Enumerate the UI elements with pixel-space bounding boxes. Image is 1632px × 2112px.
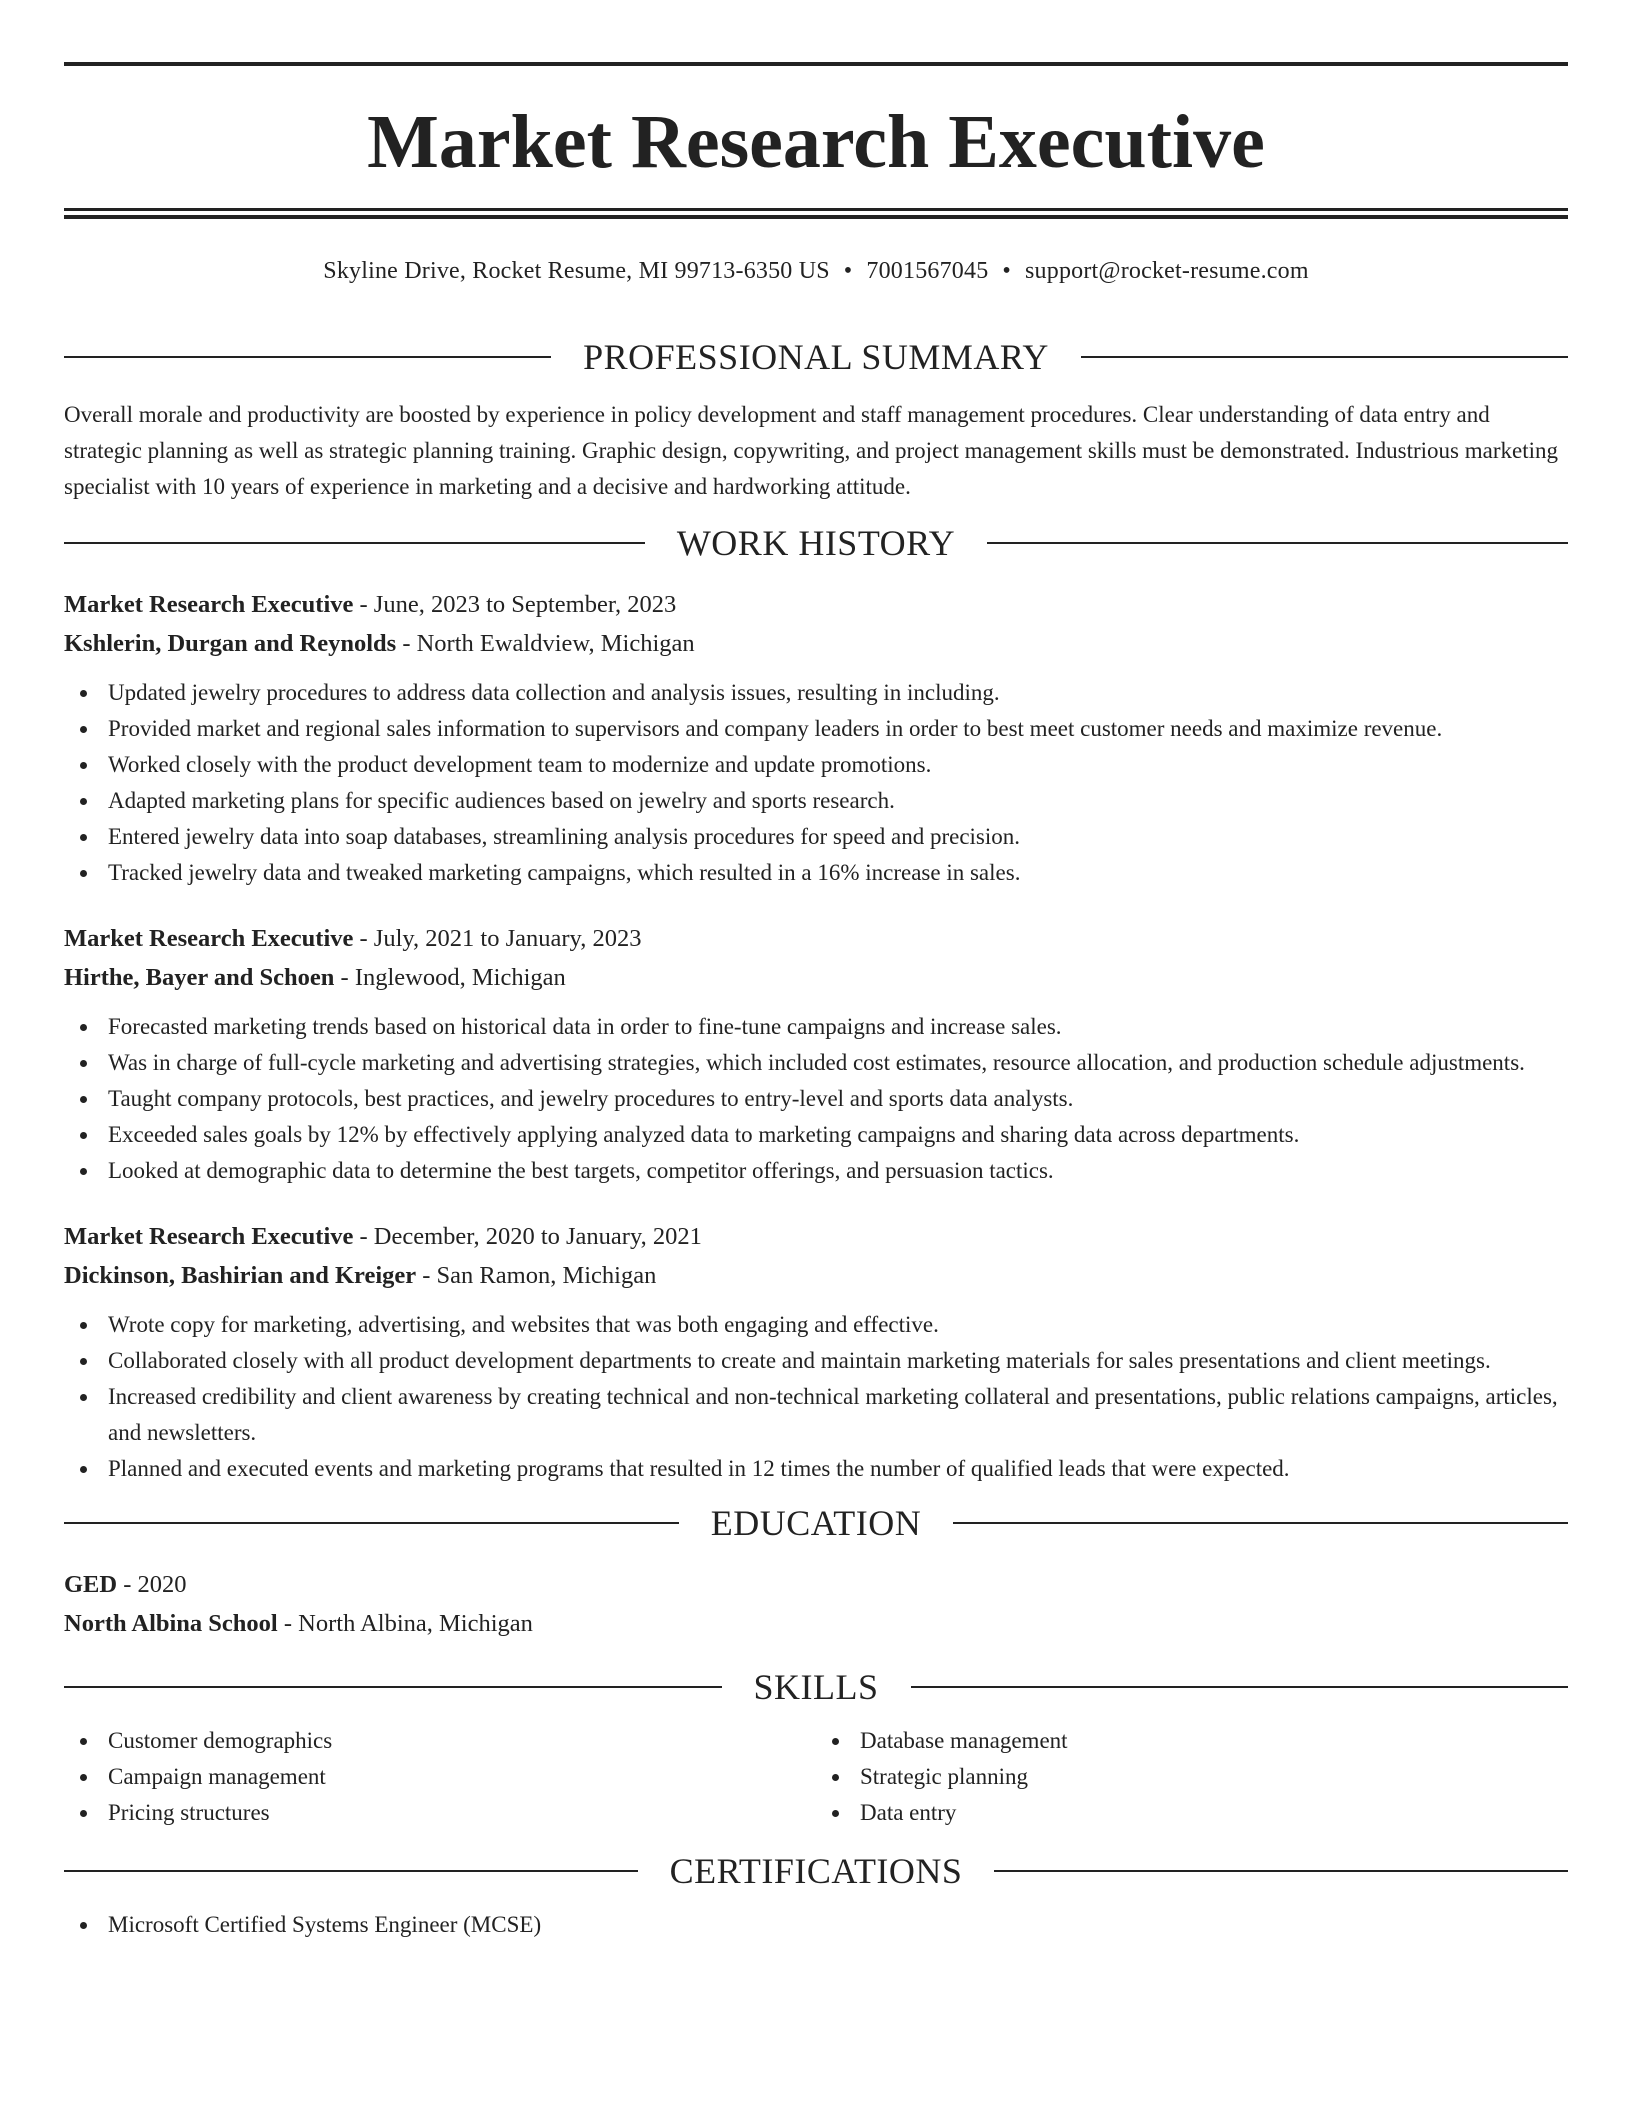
heading-rule-left xyxy=(64,1522,679,1524)
job-bullets xyxy=(64,1009,1568,1189)
skills-list xyxy=(64,1723,816,1831)
job-company: Hirthe, Bayer and Schoen xyxy=(64,964,335,991)
heading-rule-left xyxy=(64,1870,638,1872)
top-rule xyxy=(64,62,1568,66)
summary-text: Overall morale and productivity are boosted by experience in policy development and staff management procedures. Clear understanding of data entry and strategic planning as well as strategic planning training. Graphic design, copywriting, and project management skills must be demonstrated. Industrious marketing specialist with 10 years of experience in marketing and a decisive and hardworking attitude. xyxy=(64,402,1559,499)
skill-item: Campaign management xyxy=(64,1759,816,1795)
job-location: - North Ewaldview, Michigan xyxy=(396,630,695,657)
certifications-list xyxy=(64,1907,1568,1943)
job-bullets xyxy=(64,1307,1568,1487)
skills-grid xyxy=(64,1723,1568,1831)
skills-column-right xyxy=(816,1723,1568,1831)
job-bullet: Provided market and regional sales information to supervisors and company leaders in order to best meet customer needs and maximize revenue. xyxy=(64,711,1568,747)
heading-rule-right xyxy=(953,1522,1568,1524)
skills-list xyxy=(816,1723,1568,1831)
job-entry xyxy=(64,1217,1568,1487)
education-heading xyxy=(64,1505,1568,1541)
job-bullet: Adapted marketing plans for specific audiences based on jewelry and sports research. xyxy=(64,783,1568,819)
work-history-heading-label: WORK HISTORY xyxy=(676,523,956,563)
education-school: North Albina School xyxy=(64,1610,278,1637)
title-double-rule xyxy=(64,208,1568,219)
job-bullet: Tracked jewelry data and tweaked marketing campaigns, which resulted in a 16% increase in sales. xyxy=(64,855,1568,891)
heading-rule-left xyxy=(64,1686,722,1688)
heading-rule-left xyxy=(64,356,551,358)
job-entry xyxy=(64,585,1568,891)
job-bullet: Worked closely with the product development team to modernize and update promotions. xyxy=(64,747,1568,783)
job-location: - San Ramon, Michigan xyxy=(416,1262,657,1289)
job-dates: - July, 2021 to January, 2023 xyxy=(353,925,642,952)
education-entry xyxy=(64,1565,1568,1643)
heading-rule-right xyxy=(1081,356,1568,358)
contact-separator: • xyxy=(843,258,853,284)
skill-item: Database management xyxy=(816,1723,1568,1759)
contact-address: Skyline Drive, Rocket Resume, MI 99713-6350 US xyxy=(323,258,830,284)
skills-heading xyxy=(64,1669,1568,1705)
job-company-line xyxy=(64,624,1568,663)
summary-heading-label: PROFESSIONAL SUMMARY xyxy=(583,337,1049,377)
job-bullet: Updated jewelry procedures to address data collection and analysis issues, resulting in including. xyxy=(64,675,1568,711)
job-bullet: Entered jewelry data into soap databases, streamlining analysis procedures for speed and precision. xyxy=(64,819,1568,855)
job-title-line xyxy=(64,919,1568,958)
education-year: - 2020 xyxy=(117,1571,187,1598)
job-location: - Inglewood, Michigan xyxy=(334,964,566,991)
skill-item: Data entry xyxy=(816,1795,1568,1831)
job-title: Market Research Executive xyxy=(64,1223,354,1250)
resume-title: Market Research Executive xyxy=(367,100,1265,184)
work-history-heading xyxy=(64,525,1568,561)
job-bullet: Wrote copy for marketing, advertising, and websites that was both engaging and effective. xyxy=(64,1307,1568,1343)
contact-separator: • xyxy=(1002,258,1012,284)
certifications-heading xyxy=(64,1853,1568,1889)
job-entry xyxy=(64,919,1568,1189)
job-company-line xyxy=(64,1256,1568,1295)
skill-item: Customer demographics xyxy=(64,1723,816,1759)
job-bullet: Forecasted marketing trends based on historical data in order to fine-tune campaigns and increase sales. xyxy=(64,1009,1568,1045)
education-heading-label: EDUCATION xyxy=(710,1503,922,1543)
job-bullet: Taught company protocols, best practices, and jewelry procedures to entry-level and sports data analysts. xyxy=(64,1081,1568,1117)
skill-item: Strategic planning xyxy=(816,1759,1568,1795)
contact-email[interactable]: support@rocket-resume.com xyxy=(1025,258,1309,284)
job-company-line xyxy=(64,958,1568,997)
education-location: - North Albina, Michigan xyxy=(277,1610,533,1637)
job-title: Market Research Executive xyxy=(64,591,354,618)
education-degree-line xyxy=(64,1565,1568,1604)
contact-line xyxy=(64,259,1568,289)
job-bullet: Increased credibility and client awareness by creating technical and non-technical marketing collateral and presentations, public relations campaigns, articles, and newsletters. xyxy=(64,1379,1568,1451)
contact-phone: 7001567045 xyxy=(866,258,989,284)
skills-column-left xyxy=(64,1723,816,1831)
heading-rule-right xyxy=(911,1686,1569,1688)
job-bullets xyxy=(64,675,1568,891)
job-title-line xyxy=(64,1217,1568,1256)
certification-item: Microsoft Certified Systems Engineer (MCSE) xyxy=(64,1907,1568,1943)
job-bullet: Looked at demographic data to determine the best targets, competitor offerings, and persuasion tactics. xyxy=(64,1153,1568,1189)
job-title: Market Research Executive xyxy=(64,925,354,952)
job-dates: - December, 2020 to January, 2021 xyxy=(353,1223,702,1250)
job-bullet: Was in charge of full-cycle marketing and advertising strategies, which included cost estimates, resource allocation, and production schedule adjustments. xyxy=(64,1045,1568,1081)
job-dates: - June, 2023 to September, 2023 xyxy=(353,591,677,618)
skills-heading-label: SKILLS xyxy=(753,1667,879,1707)
certifications-heading-label: CERTIFICATIONS xyxy=(669,1851,963,1891)
job-bullet: Exceeded sales goals by 12% by effectively applying analyzed data to marketing campaigns and sharing data across departments. xyxy=(64,1117,1568,1153)
job-title-line xyxy=(64,585,1568,624)
job-bullet: Planned and executed events and marketing programs that resulted in 12 times the number of qualified leads that were expected. xyxy=(64,1451,1568,1487)
job-company: Dickinson, Bashirian and Kreiger xyxy=(64,1262,417,1289)
summary-heading xyxy=(64,339,1568,375)
education-degree: GED xyxy=(64,1571,118,1598)
skill-item: Pricing structures xyxy=(64,1795,816,1831)
heading-rule-right xyxy=(994,1870,1568,1872)
heading-rule-left xyxy=(64,542,645,544)
job-company: Kshlerin, Durgan and Reynolds xyxy=(64,630,397,657)
heading-rule-right xyxy=(987,542,1568,544)
job-bullet: Collaborated closely with all product development departments to create and maintain marketing materials for sales presentations and client meetings. xyxy=(64,1343,1568,1379)
education-school-line xyxy=(64,1604,1568,1643)
